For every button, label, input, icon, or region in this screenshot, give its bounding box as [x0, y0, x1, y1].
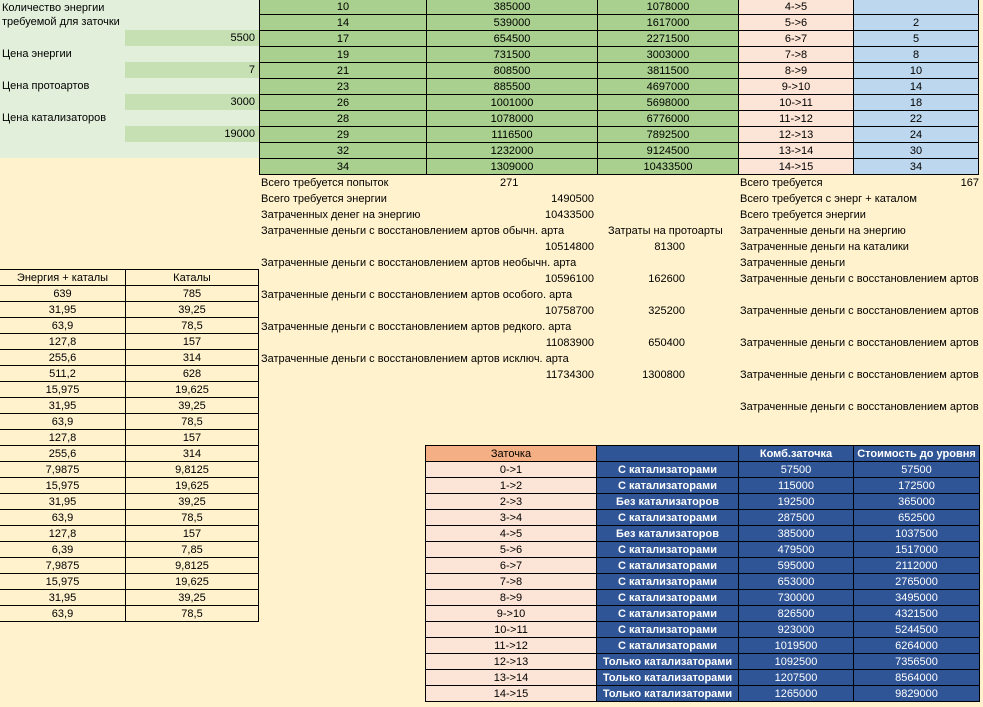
energy-catal-cell[interactable]: 15,975 — [0, 573, 126, 590]
sharpen-cost-cell[interactable]: 172500 — [853, 477, 980, 494]
top-table-cell[interactable]: 1309000 — [426, 158, 598, 175]
energy-catal-cell[interactable]: 63,9 — [0, 509, 126, 526]
restore-rare-value[interactable]: 11083900 — [545, 337, 594, 349]
sharpen-cost-cell[interactable]: 652500 — [853, 509, 980, 526]
sharpen-level-cell[interactable]: 12->13 — [425, 653, 597, 670]
top-table-cell[interactable]: 32 — [259, 142, 427, 159]
top-table-cell[interactable]: 8 — [853, 46, 979, 63]
top-table-cell[interactable]: 10 — [259, 0, 427, 15]
right-money-catalysts: Затраченные деньги на каталики — [740, 241, 909, 253]
energy-catal-cell[interactable]: 255,6 — [0, 445, 126, 462]
top-table-level[interactable]: 14->15 — [738, 158, 854, 175]
catal-cell[interactable]: 157 — [125, 525, 259, 542]
right-total-required-value[interactable]: 167 — [960, 177, 979, 189]
energy-count-label-2: требуемой для заточки — [2, 16, 120, 28]
top-table-cell[interactable]: 385000 — [426, 0, 598, 15]
catal-cell[interactable]: 78,5 — [125, 509, 259, 526]
catal-cell[interactable]: 7,85 — [125, 541, 259, 558]
sharpen-combo-cell[interactable]: 730000 — [738, 589, 854, 606]
top-table-cell[interactable]: 7892500 — [597, 126, 739, 143]
top-table-cell[interactable]: 1617000 — [597, 14, 739, 31]
catal-cell[interactable]: 9,8125 — [125, 557, 259, 574]
sharpen-type-cell[interactable]: С катализаторами — [596, 573, 739, 590]
restore-common-proto[interactable]: 81300 — [654, 241, 685, 253]
top-table-cell[interactable]: 10433500 — [597, 158, 739, 175]
top-table-cell[interactable]: 26 — [259, 94, 427, 111]
right-total-energy: Всего требуется энергии — [740, 209, 866, 221]
top-table-cell[interactable]: 3003000 — [597, 46, 739, 63]
catal-cell[interactable]: 39,25 — [125, 493, 259, 510]
top-table-cell[interactable]: 654500 — [426, 30, 598, 47]
catalyst-price-value[interactable]: 19000 — [125, 126, 259, 142]
catalyst-price-label: Цена катализаторов — [2, 112, 107, 124]
sharpen-level-cell[interactable]: 2->3 — [425, 493, 597, 510]
top-table-level[interactable]: 10->11 — [738, 94, 854, 111]
sharpen-level-cell[interactable]: 7->8 — [425, 573, 597, 590]
catal-cell[interactable]: 628 — [125, 365, 259, 382]
sharpen-level-cell[interactable]: 9->10 — [425, 605, 597, 622]
top-table-cell[interactable]: 30 — [853, 142, 979, 159]
right-restore-5: Затраченные деньги с восстановлением артов — [740, 401, 979, 413]
top-table-level[interactable]: 9->10 — [738, 78, 854, 95]
sharpen-combo-cell[interactable]: 57500 — [738, 461, 854, 478]
catal-cell[interactable]: 314 — [125, 349, 259, 366]
top-table-cell[interactable]: 18 — [853, 94, 979, 111]
top-table-cell[interactable]: 4697000 — [597, 78, 739, 95]
money-energy-value[interactable]: 10433500 — [545, 209, 594, 221]
right-restore-1: Затраченные деньги с восстановлением артов — [740, 273, 979, 285]
energy-catal-cell[interactable]: 15,975 — [0, 381, 126, 398]
energy-price-value[interactable]: 7 — [125, 62, 259, 78]
catal-cell[interactable]: 314 — [125, 445, 259, 462]
sharpen-cost-cell[interactable]: 7356500 — [853, 653, 980, 670]
catal-header: Каталы — [125, 269, 259, 286]
total-energy-label: Всего требуется энергии — [261, 193, 387, 205]
sharpen-type-cell[interactable]: С катализаторами — [596, 509, 739, 526]
catal-cell[interactable]: 19,625 — [125, 381, 259, 398]
top-table-cell[interactable]: 24 — [853, 126, 979, 143]
top-table-cell[interactable]: 10 — [853, 62, 979, 79]
energy-catal-cell[interactable]: 6,39 — [0, 541, 126, 558]
energy-catal-cell[interactable]: 31,95 — [0, 493, 126, 510]
energy-catal-cell[interactable]: 127,8 — [0, 333, 126, 350]
top-table-cell[interactable]: 34 — [853, 158, 979, 175]
sharpen-combo-cell[interactable]: 287500 — [738, 509, 854, 526]
sharpen-cost-cell[interactable]: 57500 — [853, 461, 980, 478]
restore-rare-label: Затраченные деньги с восстановлением артов редкого. арта — [261, 321, 572, 333]
sharpen-type-cell[interactable]: С катализаторами — [596, 589, 739, 606]
sharpen-level-cell[interactable]: 11->12 — [425, 637, 597, 654]
top-table-cell[interactable]: 17 — [259, 30, 427, 47]
money-energy-label: Затраченных денег на энергию — [261, 209, 421, 221]
energy-catal-cell[interactable]: 63,9 — [0, 605, 126, 622]
catal-cell[interactable]: 9,8125 — [125, 461, 259, 478]
top-table-cell[interactable]: 5698000 — [597, 94, 739, 111]
sharpen-type-cell[interactable]: Без катализаторов — [596, 525, 739, 542]
catal-cell[interactable]: 19,625 — [125, 573, 259, 590]
sharpen-combo-cell[interactable]: 1019500 — [738, 637, 854, 654]
energy-catal-cell[interactable]: 63,9 — [0, 413, 126, 430]
sharpen-type-cell[interactable]: Только катализаторами — [596, 685, 739, 702]
sharpen-type-cell[interactable]: Без катализаторов — [596, 493, 739, 510]
top-table-cell[interactable]: 21 — [259, 62, 427, 79]
top-table-level[interactable]: 4->5 — [738, 0, 854, 15]
energy-catal-cell[interactable]: 31,95 — [0, 589, 126, 606]
sharpen-level-cell[interactable]: 3->4 — [425, 509, 597, 526]
top-table-cell[interactable]: 9124500 — [597, 142, 739, 159]
restore-special-value[interactable]: 10758700 — [545, 305, 594, 317]
sharpen-type-cell[interactable]: С катализаторами — [596, 557, 739, 574]
sharpen-cost-cell[interactable]: 5244500 — [853, 621, 980, 638]
energy-catal-cell[interactable]: 511,2 — [0, 365, 126, 382]
top-table-cell[interactable]: 29 — [259, 126, 427, 143]
top-table-cell[interactable]: 14 — [259, 14, 427, 31]
catal-cell[interactable]: 78,5 — [125, 317, 259, 334]
top-table-cell[interactable]: 539000 — [426, 14, 598, 31]
top-table-cell[interactable]: 28 — [259, 110, 427, 127]
total-attempts-label: Всего требуется попыток — [261, 177, 389, 189]
restore-exclusive-value[interactable]: 11734300 — [545, 369, 594, 381]
top-table-cell[interactable]: 22 — [853, 110, 979, 127]
sharpen-cost-cell[interactable]: 6264000 — [853, 637, 980, 654]
sharpen-cost-cell[interactable]: 365000 — [853, 493, 980, 510]
restore-uncommon-value[interactable]: 10596100 — [545, 273, 594, 285]
catal-cell[interactable]: 39,25 — [125, 397, 259, 414]
right-restore-4: Затраченные деньги с восстановлением артов — [740, 369, 979, 381]
energy-price-label: Цена энергии — [2, 48, 72, 60]
top-table-cell[interactable]: 6776000 — [597, 110, 739, 127]
top-table-level[interactable]: 13->14 — [738, 142, 854, 159]
right-restore-2: Затраченные деньги с восстановлением артов — [740, 305, 979, 317]
right-money-energy: Затраченные деньги на энергию — [740, 225, 906, 237]
energy-catal-cell[interactable]: 127,8 — [0, 429, 126, 446]
top-table-cell[interactable]: 19 — [259, 46, 427, 63]
energy-catal-cell[interactable]: 639 — [0, 285, 126, 302]
top-table-cell[interactable]: 885500 — [426, 78, 598, 95]
energy-catal-cell[interactable]: 127,8 — [0, 525, 126, 542]
sharpen-type-cell[interactable]: С катализаторами — [596, 461, 739, 478]
sharpen-header-combo: Комб.заточка — [738, 445, 854, 462]
energy-catal-cell[interactable]: 7,9875 — [0, 557, 126, 574]
energy-catal-cell[interactable]: 31,95 — [0, 301, 126, 318]
catal-cell[interactable]: 19,625 — [125, 477, 259, 494]
sharpen-level-cell[interactable]: 6->7 — [425, 557, 597, 574]
top-table-level[interactable]: 11->12 — [738, 110, 854, 127]
top-table-cell[interactable]: 2271500 — [597, 30, 739, 47]
sharpen-cost-cell[interactable]: 9829000 — [853, 685, 980, 702]
protoart-price-value[interactable]: 3000 — [125, 94, 259, 110]
sharpen-type-cell[interactable]: Только катализаторами — [596, 669, 739, 686]
protoart-price-label: Цена протоартов — [2, 80, 90, 92]
sharpen-combo-cell[interactable]: 1092500 — [738, 653, 854, 670]
right-with-energy-catal: Всего требуется с энерг + каталом — [740, 193, 917, 205]
top-table-cell[interactable]: 1078000 — [597, 0, 739, 15]
energy-count-value[interactable]: 5500 — [125, 30, 259, 46]
top-table-cell[interactable]: 14 — [853, 78, 979, 95]
top-table-cell[interactable]: 3811500 — [597, 62, 739, 79]
sharpen-combo-cell[interactable]: 115000 — [738, 477, 854, 494]
top-table-cell[interactable]: 2 — [853, 14, 979, 31]
sharpen-combo-cell[interactable]: 923000 — [738, 621, 854, 638]
sharpen-level-cell[interactable]: 1->2 — [425, 477, 597, 494]
sharpen-type-cell[interactable]: С катализаторами — [596, 605, 739, 622]
sharpen-cost-cell[interactable]: 4321500 — [853, 605, 980, 622]
sharpen-header-type — [596, 445, 739, 462]
restore-uncommon-label: Затраченные деньги с восстановлением артов необычн. арта — [261, 257, 577, 269]
energy-catal-cell[interactable]: 31,95 — [0, 397, 126, 414]
energy-catal-header: Энергия + каталы — [0, 269, 126, 286]
energy-count-label-1: Количество энергии — [2, 2, 105, 14]
sharpen-combo-cell[interactable]: 826500 — [738, 605, 854, 622]
sharpen-combo-cell[interactable]: 595000 — [738, 557, 854, 574]
sharpen-combo-cell[interactable]: 653000 — [738, 573, 854, 590]
top-table-cell[interactable]: 1232000 — [426, 142, 598, 159]
top-table-cell[interactable]: 5 — [853, 30, 979, 47]
sharpen-combo-cell[interactable]: 1207500 — [738, 669, 854, 686]
sharpen-cost-cell[interactable]: 2112000 — [853, 557, 980, 574]
top-table-cell[interactable]: 731500 — [426, 46, 598, 63]
sharpen-cost-cell[interactable]: 2765000 — [853, 573, 980, 590]
restore-exclusive-proto[interactable]: 1300800 — [642, 369, 685, 381]
sharpen-type-cell[interactable]: С катализаторами — [596, 637, 739, 654]
sharpen-level-cell[interactable]: 8->9 — [425, 589, 597, 606]
sharpen-level-cell[interactable]: 0->1 — [425, 461, 597, 478]
top-table-cell[interactable]: 1116500 — [426, 126, 598, 143]
catal-cell[interactable]: 157 — [125, 429, 259, 446]
top-table-cell[interactable]: 23 — [259, 78, 427, 95]
total-attempts-value[interactable]: 271 — [500, 177, 519, 189]
sharpen-combo-cell[interactable]: 385000 — [738, 525, 854, 542]
sharpen-cost-cell[interactable]: 8564000 — [853, 669, 980, 686]
top-table-level[interactable]: 7->8 — [738, 46, 854, 63]
top-table-cell[interactable]: 34 — [259, 158, 427, 175]
energy-catal-cell[interactable]: 7,9875 — [0, 461, 126, 478]
restore-special-proto[interactable]: 325200 — [648, 305, 685, 317]
right-restore-3: Затраченные деньги с восстановлением артов — [740, 337, 979, 349]
restore-common-value[interactable]: 10514800 — [545, 241, 594, 253]
right-money: Затраченные деньги — [740, 257, 846, 269]
catal-cell[interactable]: 78,5 — [125, 605, 259, 622]
sharpen-cost-cell[interactable]: 3495000 — [853, 589, 980, 606]
top-table-level[interactable]: 8->9 — [738, 62, 854, 79]
sharpen-combo-cell[interactable]: 479500 — [738, 541, 854, 558]
sharpen-combo-cell[interactable]: 1265000 — [738, 685, 854, 702]
sharpen-header-cost: Стоимость до уровня — [853, 445, 980, 462]
top-table-cell[interactable]: 808500 — [426, 62, 598, 79]
catal-cell[interactable]: 78,5 — [125, 413, 259, 430]
energy-catal-cell[interactable]: 15,975 — [0, 477, 126, 494]
protoart-costs-label: Затраты на протоарты — [608, 225, 723, 237]
sharpen-combo-cell[interactable]: 192500 — [738, 493, 854, 510]
top-table-cell[interactable]: 1001000 — [426, 94, 598, 111]
top-table-level[interactable]: 6->7 — [738, 30, 854, 47]
restore-exclusive-label: Затраченные деньги с восстановлением артов исключ. арта — [261, 353, 569, 365]
sharpen-level-cell[interactable]: 14->15 — [425, 685, 597, 702]
sharpen-level-cell[interactable]: 13->14 — [425, 669, 597, 686]
restore-special-label: Затраченные деньги с восстановлением артов особого. арта — [261, 289, 573, 301]
restore-rare-proto[interactable]: 650400 — [648, 337, 685, 349]
energy-catal-cell[interactable]: 63,9 — [0, 317, 126, 334]
sharpen-type-cell[interactable]: Только катализаторами — [596, 653, 739, 670]
sharpen-cost-cell[interactable]: 1037500 — [853, 525, 980, 542]
sharpen-header-level: Заточка — [425, 445, 597, 462]
sharpen-type-cell[interactable]: С катализаторами — [596, 541, 739, 558]
energy-catal-cell[interactable]: 255,6 — [0, 349, 126, 366]
restore-uncommon-proto[interactable]: 162600 — [648, 273, 685, 285]
sharpen-level-cell[interactable]: 4->5 — [425, 525, 597, 542]
sharpen-cost-cell[interactable]: 1517000 — [853, 541, 980, 558]
top-table-cell[interactable] — [853, 0, 979, 15]
restore-common-label: Затраченные деньги с восстановлением артов обычн. арта — [261, 225, 565, 237]
sharpen-level-cell[interactable]: 5->6 — [425, 541, 597, 558]
total-energy-value[interactable]: 1490500 — [551, 193, 594, 205]
sharpen-type-cell[interactable]: С катализаторами — [596, 477, 739, 494]
catal-cell[interactable]: 785 — [125, 285, 259, 302]
top-table-cell[interactable]: 1078000 — [426, 110, 598, 127]
catal-cell[interactable]: 39,25 — [125, 589, 259, 606]
top-table-level[interactable]: 5->6 — [738, 14, 854, 31]
top-table-level[interactable]: 12->13 — [738, 126, 854, 143]
catal-cell[interactable]: 157 — [125, 333, 259, 350]
sharpen-type-cell[interactable]: С катализаторами — [596, 621, 739, 638]
right-total-required-label: Всего требуется — [740, 177, 823, 189]
sharpen-level-cell[interactable]: 10->11 — [425, 621, 597, 638]
catal-cell[interactable]: 39,25 — [125, 301, 259, 318]
